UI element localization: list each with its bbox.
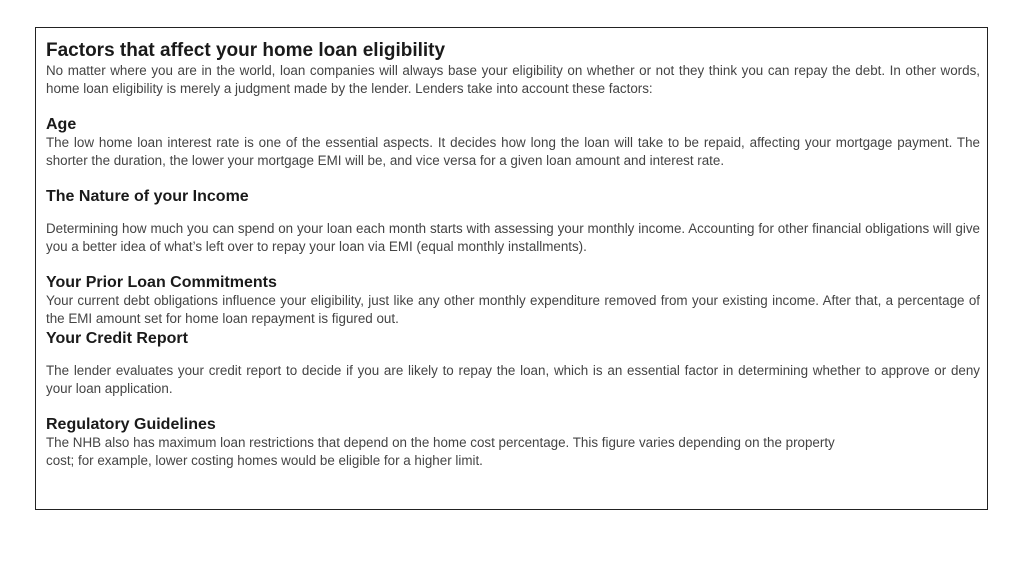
document-frame: [35, 27, 988, 510]
section-heading-age: Age: [46, 116, 77, 133]
intro-paragraph: No matter where you are in the world, loan companies will always base your eligibility on whether or not they think you can repay the debt. In other words, home loan eligibility is merely a judgment made by the lender. Lenders take into account these factors:: [46, 63, 980, 96]
section-heading-prior-loans: Your Prior Loan Commitments: [46, 274, 277, 291]
section-body-regulatory-line2: cost; for example, lower costing homes would be eligible for a higher limit.: [46, 453, 483, 468]
section-heading-credit-report: Your Credit Report: [46, 330, 188, 347]
section-heading-income: The Nature of your Income: [46, 188, 249, 205]
section-body-income: Determining how much you can spend on your loan each month starts with assessing your monthly income. Accounting for other financial obligations will give you a better idea of what’s left over to repay your loan via EMI (equal monthly installments).: [46, 221, 980, 254]
document-content: [46, 40, 980, 470]
section-body-credit-report: The lender evaluates your credit report to decide if you are likely to repay the loan, which is an essential factor in determining whether to approve or deny your loan application.: [46, 363, 980, 396]
section-body-age: The low home loan interest rate is one of the essential aspects. It decides how long the loan will take to be repaid, affecting your mortgage payment. The shorter the duration, the lower your mortgage EMI will be, and vice versa for a given loan amount and interest rate.: [46, 135, 980, 168]
section-body-regulatory-line1: The NHB also has maximum loan restrictions that depend on the home cost percentage. This figure varies depending on the property: [46, 435, 835, 450]
section-heading-regulatory: Regulatory Guidelines: [46, 416, 216, 433]
page-title: Factors that affect your home loan eligibility: [46, 40, 446, 61]
section-body-prior-loans: Your current debt obligations influence your eligibility, just like any other monthly expenditure removed from your existing income. After that, a percentage of the EMI amount set for home loan repayment is figured out.: [46, 293, 980, 326]
